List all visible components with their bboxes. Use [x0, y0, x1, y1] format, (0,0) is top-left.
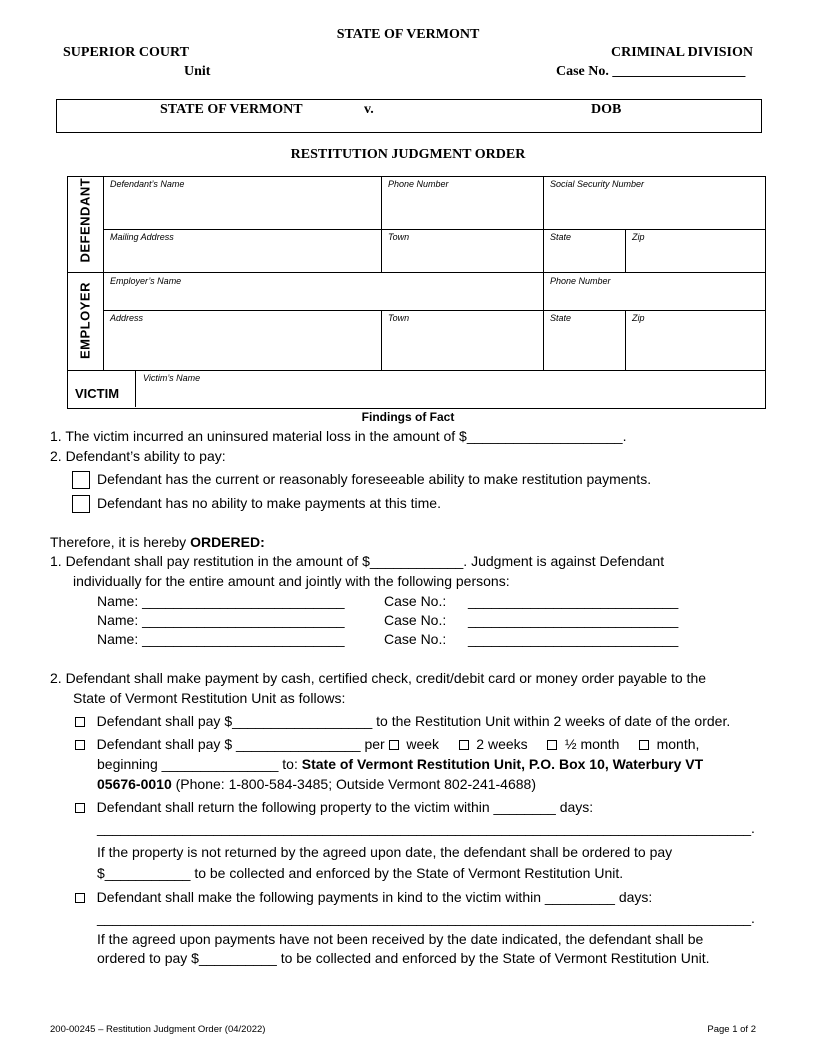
caption-dob: DOB [591, 102, 622, 117]
findings-heading: Findings of Fact [361, 410, 455, 424]
form-id: 200-00245 – Restitution Judgment Order (04/2022) [50, 1024, 266, 1035]
order-intro: Therefore, it is hereby ORDERED: [50, 534, 265, 550]
victim-name-field[interactable]: Victim’s Name [143, 373, 201, 383]
installment-option: Defendant shall pay $ ________________ per week 2 weeks ½ month month, [75, 736, 699, 752]
pay-within-2-weeks-checkbox[interactable] [75, 717, 85, 727]
defendant-town-field[interactable]: Town [388, 232, 410, 242]
caption-state: STATE OF VERMONT [160, 102, 303, 117]
return-property-checkbox[interactable] [75, 803, 85, 813]
installment-beginning: beginning _______________ to: State of Vermont Restitution Unit, P.O. Box 10, Waterbury VT [97, 756, 704, 772]
month-checkbox[interactable] [639, 740, 649, 750]
joint-person-name[interactable]: Name: __________________________ [97, 631, 345, 647]
two-weeks-checkbox[interactable] [459, 740, 469, 750]
finding-1: 1. The victim incurred an uninsured material loss in the amount of $____________________. [50, 428, 627, 444]
ability-option-label: Defendant has the current or reasonably foreseeable ability to make restitution payments. [97, 471, 652, 487]
joint-person-case-field[interactable]: ___________________________ [468, 631, 679, 647]
joint-person-case-label: Case No.: [384, 631, 447, 647]
defendant-section-label: DEFENDANT [77, 177, 93, 263]
joint-person-case-label: Case No.: [384, 612, 447, 628]
page-number: Page 1 of 2 [707, 1024, 756, 1035]
joint-person-name[interactable]: Name: __________________________ [97, 593, 345, 609]
payment-in-kind-penalty-amount: ordered to pay $__________ to be collected and enforced by the State of Vermont Restitution Unit. [97, 950, 710, 966]
no-ability-option-label: Defendant has no ability to make payments at this time. [97, 495, 441, 511]
restitution-unit-address: 05676-0010 (Phone: 1-800-584-3485; Outside Vermont 802-241-4688) [97, 776, 536, 792]
employer-state-field[interactable]: State [550, 313, 572, 323]
installment-checkbox[interactable] [75, 740, 85, 750]
joint-person-case-field[interactable]: ___________________________ [468, 593, 679, 609]
no-ability-checkbox[interactable] [72, 495, 90, 513]
defendant-ssn-field[interactable]: Social Security Number [550, 179, 645, 189]
employer-phone-field[interactable]: Phone Number [550, 276, 611, 286]
finding-2: 2. Defendant’s ability to pay: [50, 448, 226, 464]
defendant-mailing-field[interactable]: Mailing Address [110, 232, 174, 242]
form-title: RESTITUTION JUDGMENT ORDER [290, 147, 526, 162]
payment-in-kind-option: Defendant shall make the following payments in kind to the victim within _________ days: [75, 889, 652, 905]
defendant-name-field[interactable]: Defendant’s Name [110, 179, 185, 189]
joint-person-name[interactable]: Name: __________________________ [97, 612, 345, 628]
order-item-2-line1: 2. Defendant shall make payment by cash, certified check, credit/debit card or money order payable to the [50, 670, 707, 686]
caption-versus: v. [364, 102, 374, 117]
division-name: CRIMINAL DIVISION [611, 45, 753, 60]
state-title: STATE OF VERMONT [336, 27, 480, 42]
property-penalty-text: If the property is not returned by the agreed upon date, the defendant shall be ordered to pay [97, 844, 673, 860]
joint-person-case-label: Case No.: [384, 593, 447, 609]
return-property-option: Defendant shall return the following property to the victim within ________ days: [75, 799, 593, 815]
payment-in-kind-penalty-text: If the agreed upon payments have not been received by the date indicated, the defendant shall be [97, 931, 704, 947]
employer-section-label: EMPLOYER [77, 282, 93, 359]
order-item-2-line2: State of Vermont Restitution Unit as follows: [73, 690, 346, 706]
victim-section-label: VICTIM [75, 386, 120, 401]
week-checkbox[interactable] [389, 740, 399, 750]
order-item-1-line2: individually for the entire amount and jointly with the following persons: [73, 573, 510, 589]
employer-address-field[interactable]: Address [110, 313, 144, 323]
joint-person-case-field[interactable]: ___________________________ [468, 612, 679, 628]
defendant-zip-field[interactable]: Zip [632, 232, 645, 242]
order-item-1-line1: 1. Defendant shall pay restitution in the amount of $____________. Judgment is against Defendant [50, 553, 665, 569]
employer-name-field[interactable]: Employer’s Name [110, 276, 182, 286]
employer-town-field[interactable]: Town [388, 313, 410, 323]
case-number-field[interactable]: Case No. ___________________ [556, 64, 746, 79]
ability-checkbox[interactable] [72, 471, 90, 489]
employer-zip-field[interactable]: Zip [632, 313, 645, 323]
unit-label: Unit [184, 64, 211, 79]
court-name: SUPERIOR COURT [63, 45, 189, 60]
defendant-state-field[interactable]: State [550, 232, 572, 242]
property-penalty-amount: $___________ to be collected and enforced by the State of Vermont Restitution Unit. [97, 865, 624, 881]
defendant-phone-field[interactable]: Phone Number [388, 179, 449, 189]
pay-within-2-weeks-option: Defendant shall pay $__________________ to the Restitution Unit within 2 weeks of date of the order. [75, 713, 730, 729]
payment-in-kind-checkbox[interactable] [75, 893, 85, 903]
property-description-line[interactable]: ____________________________________________________________________________________. [97, 820, 755, 836]
half-month-checkbox[interactable] [547, 740, 557, 750]
payment-in-kind-line[interactable]: ____________________________________________________________________________________. [97, 910, 755, 926]
